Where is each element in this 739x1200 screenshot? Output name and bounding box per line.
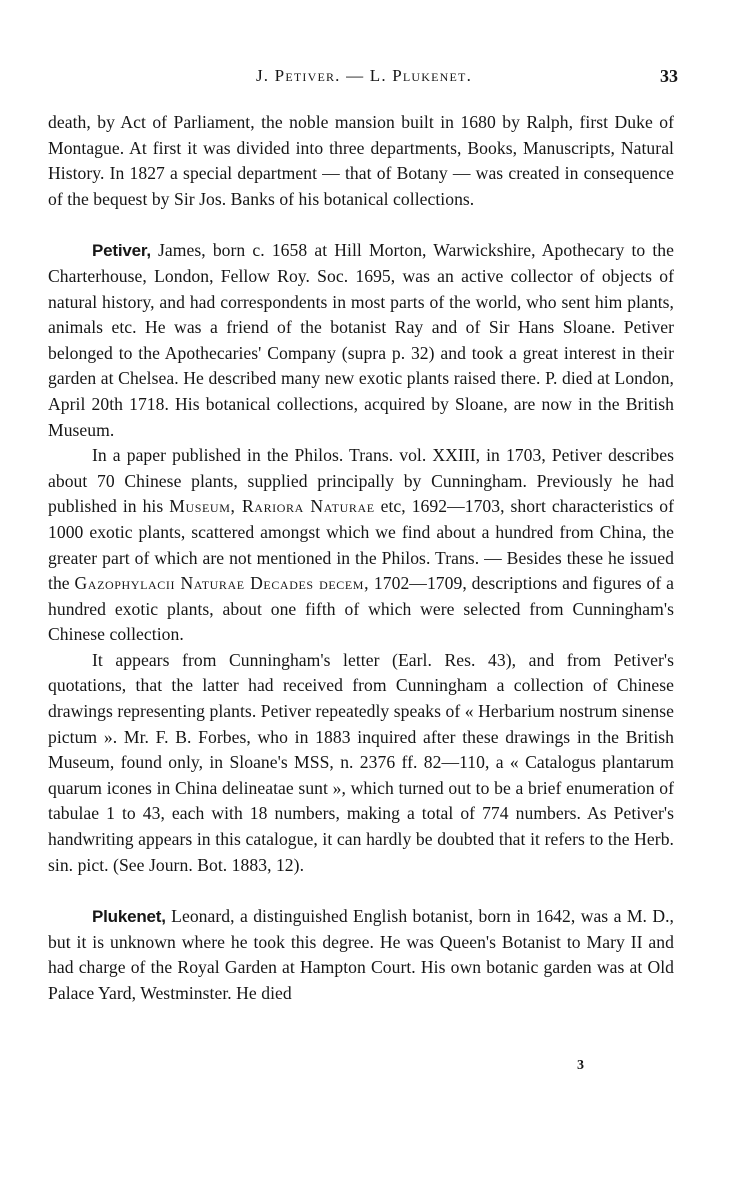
running-title: J. Petiver. — L. Plukenet. (255, 66, 473, 85)
entry-heading-plukenet: Plukenet, (92, 907, 166, 927)
paragraph-text: etc, 1692—1703, short characteristics of 1000 exotic plants, scattered amongst which we find about a hundred from China, the greater part of which are not mentioned in the Philos. Trans. — Besides these he issued the (48, 496, 674, 594)
paragraph-petiver-bio (48, 238, 674, 443)
paragraph-petiver-drawings: It appears from Cunningham's letter (Earl. Res. 43), and from Petiver's quotations, that the latter had received from Cunningham a collection of Chinese drawings representing plants. Petiver repeatedly speaks of « Herbarium nostrum sinense pictum ». Mr. F. B. Forbes, who in 1883 inquired after these drawings in the British Museum, found only, in Sloane's MSS, n. 2376 ff. 82—110, a « Catalogus plantarum quarum icones in China delineatae sunt », which turned out to be a brief enumeration of tabulae 1 to 43, each with 18 numbers, making a total of 774 numbers. As Petiver's handwriting appears in this catalogue, it can hardly be doubted that it refers to the Herb. sin. pict. (See Journ. Bot. 1883, 12). (48, 649, 674, 875)
page-number: 33 (660, 66, 678, 86)
page-body (48, 110, 674, 1007)
paragraph-plukenet-bio (48, 904, 674, 1006)
section-gap (48, 878, 674, 904)
work-title-museum: Museum, Rariora Naturae (169, 496, 375, 517)
entry-heading-petiver: Petiver, (92, 241, 151, 261)
signature-mark: 3 (577, 1058, 584, 1073)
paragraph-text: In a paper published in the Philos. Trans. vol. XXIII, in 1703, Petiver describes about 70 Chinese plants, supplied principally by Cunningham. Previously he had published in his (48, 445, 674, 517)
paragraph-petiver-works (48, 443, 674, 648)
paragraph-text: James, born c. 1658 at Hill Morton, Warwickshire, Apothecary to the Charterhouse, London, Fellow Roy. Soc. 1695, was an active collector of objects of natural history, and had correspondents in most parts of the world, who sent him plants, animals etc. He was a friend of the botanist Ray and of Sir Hans Sloane. Petiver belonged to the Apothecaries' Company (supra p. 32) and took a great interest in their garden at Chelsea. He described many new exotic plants raised there. P. died at London, April 20th 1718. His botanical collections, acquired by Sloane, are now in the British Museum. (48, 240, 674, 440)
paragraph-text: Leonard, a distinguished English botanist, born in 1642, was a M. D., but it is unknown where he took this degree. He was Queen's Botanist to Mary II and had charge of the Royal Garden at Hampton Court. His own botanic garden was at Old Palace Yard, Westminster. He died (48, 906, 674, 1003)
paragraph-british-museum: death, by Act of Parliament, the noble mansion built in 1680 by Ralph, first Duke of Montague. At first it was divided into three departments, Books, Manuscripts, Natural History. In 1827 a special department — that of Botany — was created in consequence of the bequest by Sir Jos. Banks of his botanical collections. (48, 112, 674, 209)
paragraph-text: 1702—1709, descriptions and figures of a hundred exotic plants, about one fifth of which were selected from Cunningham's Chinese collection. (48, 573, 675, 645)
running-header (48, 66, 680, 90)
work-title-gazophylacii: Gazophylacii Naturae Decades decem, (74, 573, 370, 594)
section-gap (48, 212, 674, 238)
